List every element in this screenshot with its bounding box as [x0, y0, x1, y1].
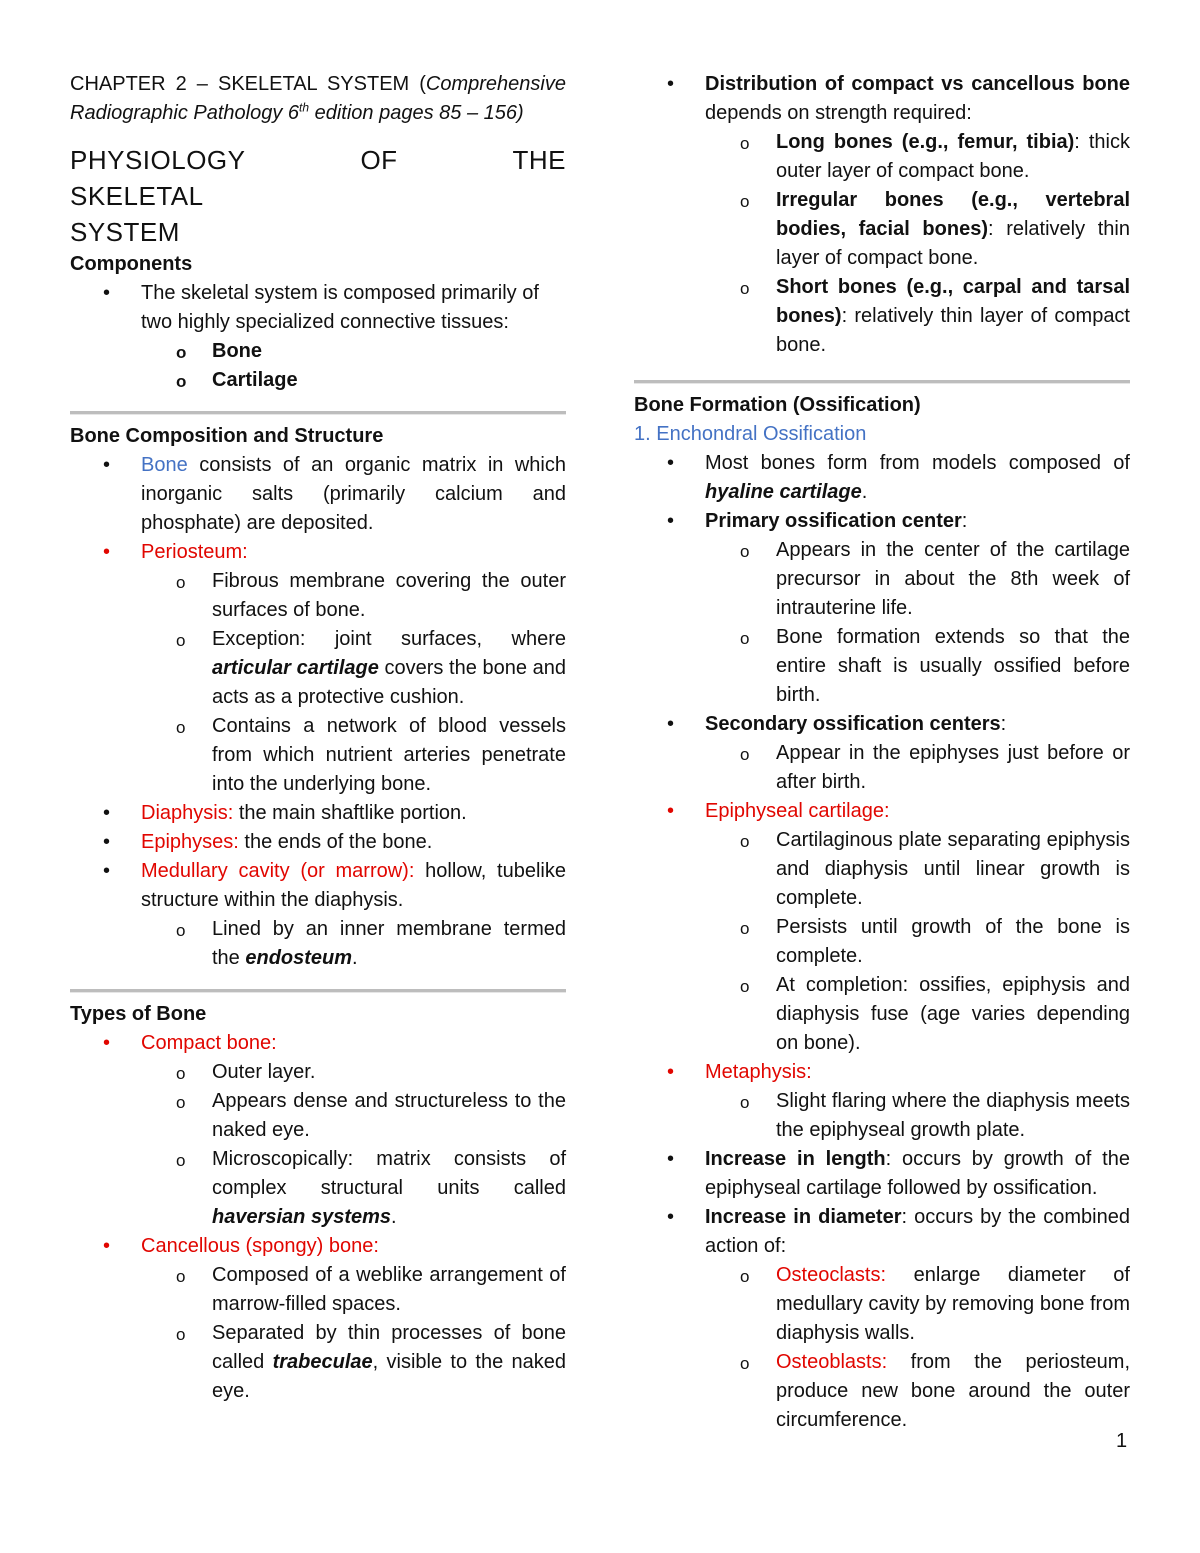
circle-bullet-icon: o	[176, 1093, 186, 1112]
list-item: o Exception: joint surfaces, where articular cartilage covers the bone and acts as a protective cushion.	[176, 628, 567, 708]
circle-bullet-icon: o	[740, 977, 750, 996]
bullet-icon: •	[667, 510, 675, 532]
list-item: o Appear in the epiphyses just before or after birth.	[740, 742, 1130, 793]
page-title: PHYSIOLOGY OF THE SKELETAL SYSTEM	[70, 145, 566, 247]
bullet-icon: •	[103, 860, 111, 882]
bullet-icon: •	[103, 802, 111, 824]
list-item: o Appears in the center of the cartilage precursor in about the 8th week of intrauterine life.	[740, 539, 1130, 619]
subsection-heading-enchondral: 1. Enchondral Ossification	[634, 423, 867, 445]
circle-bullet-icon: o	[176, 343, 187, 362]
list-item: • Medullary cavity (or marrow): hollow, tubelike structure within the diaphysis.	[70, 857, 566, 915]
circle-bullet-icon: o	[740, 192, 750, 211]
list-item: o Cartilage	[70, 366, 566, 395]
circle-bullet-icon: o	[176, 1267, 186, 1286]
list-item: o Separated by thin processes of bone called trabeculae, visible to the naked eye.	[176, 1322, 566, 1402]
list-item: • Cancellous (spongy) bone:	[70, 1232, 566, 1261]
components-list	[70, 279, 566, 395]
circle-bullet-icon: o	[176, 1325, 186, 1344]
bullet-icon: •	[667, 1148, 675, 1170]
list-item: • Epiphyseal cartilage:	[634, 797, 1130, 826]
circle-bullet-icon: o	[176, 718, 186, 737]
list-item: o Bone	[70, 337, 566, 366]
circle-bullet-icon: o	[740, 919, 750, 938]
list-item: • Secondary ossification centers:	[634, 710, 1130, 739]
section-heading-components: Components	[70, 253, 193, 275]
bullet-icon: •	[103, 454, 111, 476]
circle-bullet-icon: o	[740, 542, 750, 561]
divider	[634, 380, 1130, 383]
list-item: • Periosteum:	[70, 538, 566, 567]
list-item: o Irregular bones (e.g., vertebral bodies, facial bones): relatively thin layer of compact bone.	[740, 189, 1130, 269]
bullet-icon: •	[667, 73, 675, 95]
list-item: o Slight flaring where the diaphysis meets the epiphyseal growth plate.	[740, 1090, 1130, 1141]
section-heading-formation: Bone Formation (Ossification)	[634, 394, 921, 416]
page-number: 1	[1116, 1430, 1128, 1452]
list-item: o Microscopically: matrix consists of complex structural units called haversian systems.	[176, 1148, 566, 1228]
bullet-icon: •	[103, 1032, 111, 1054]
right-column	[634, 70, 1130, 1435]
list-item: • Compact bone:	[70, 1029, 566, 1058]
bullet-icon: •	[103, 1235, 111, 1257]
bullet-icon: •	[667, 713, 675, 735]
list-item: o Osteoclasts: enlarge diameter of medullary cavity by removing bone from diaphysis walls.	[740, 1264, 1130, 1344]
bullet-icon: •	[667, 1206, 675, 1228]
list-item: o Bone formation extends so that the entire shaft is usually ossified before birth.	[740, 626, 1130, 706]
circle-bullet-icon: o	[176, 1151, 186, 1170]
left-column	[70, 70, 566, 1406]
circle-bullet-icon: o	[740, 134, 750, 153]
list-item: o Lined by an inner membrane termed the endosteum.	[176, 918, 566, 969]
composition-list	[70, 451, 566, 973]
list-item: • Bone consists of an organic matrix in which inorganic salts (primarily calcium and phosphate) are deposited.	[70, 451, 566, 538]
list-item: • Epiphyses: the ends of the bone.	[70, 828, 566, 857]
list-item: • The skeletal system is composed primarily of two highly specialized connective tissues:	[70, 279, 566, 337]
list-item: o Persists until growth of the bone is complete.	[740, 916, 1130, 967]
circle-bullet-icon: o	[740, 629, 750, 648]
circle-bullet-icon: o	[176, 921, 186, 940]
bullet-icon: •	[103, 282, 111, 304]
circle-bullet-icon: o	[740, 1093, 750, 1112]
circle-bullet-icon: o	[176, 573, 186, 592]
list-item: o Short bones (e.g., carpal and tarsal bones): relatively thin layer of compact bone.	[740, 276, 1130, 356]
types-list	[70, 1029, 566, 1406]
circle-bullet-icon: o	[740, 1354, 750, 1373]
section-heading-composition: Bone Composition and Structure	[70, 425, 384, 447]
circle-bullet-icon: o	[176, 631, 186, 650]
list-item: o Contains a network of blood vessels from which nutrient arteries penetrate into the underlying bone.	[176, 715, 566, 795]
circle-bullet-icon: o	[740, 279, 750, 298]
list-item: o Composed of a weblike arrangement of marrow-filled spaces.	[176, 1264, 566, 1315]
list-item: • Increase in length: occurs by growth of the epiphyseal cartilage followed by ossification.	[634, 1145, 1130, 1203]
list-item: o Outer layer.	[70, 1058, 566, 1087]
list-item: o At completion: ossifies, epiphysis and diaphysis fuse (age varies depending on bone).	[740, 974, 1130, 1054]
circle-bullet-icon: o	[740, 832, 750, 851]
bullet-icon: •	[667, 452, 675, 474]
circle-bullet-icon: o	[176, 1064, 186, 1083]
circle-bullet-icon: o	[176, 372, 187, 391]
list-item: • Distribution of compact vs cancellous bone depends on strength required:	[634, 70, 1130, 128]
section-heading-types: Types of Bone	[70, 1003, 207, 1025]
list-item: • Increase in diameter: occurs by the combined action of:	[634, 1203, 1130, 1261]
bullet-icon: •	[667, 800, 675, 822]
list-item: • Metaphysis:	[634, 1058, 1130, 1087]
divider	[70, 411, 566, 414]
list-item: • Most bones form from models composed of hyaline cartilage.	[634, 449, 1130, 507]
distribution-list	[634, 70, 1130, 360]
bullet-icon: •	[667, 1061, 675, 1083]
chapter-header: CHAPTER 2 – SKELETAL SYSTEM (Comprehensive Radiographic Pathology 6th edition pages 85 – 156)	[70, 73, 566, 124]
list-item: o Fibrous membrane covering the outer surfaces of bone.	[176, 570, 566, 621]
list-item: o Long bones (e.g., femur, tibia): thick outer layer of compact bone.	[740, 131, 1130, 182]
list-item: o Cartilaginous plate separating epiphysis and diaphysis until linear growth is complete.	[740, 829, 1130, 909]
list-item: • Diaphysis: the main shaftlike portion.	[70, 799, 566, 828]
list-item: o Appears dense and structureless to the naked eye.	[176, 1090, 566, 1141]
list-item: • Primary ossification center:	[634, 507, 1130, 536]
divider	[70, 989, 566, 992]
bullet-icon: •	[103, 831, 111, 853]
formation-list	[634, 449, 1130, 1435]
list-item: o Osteoblasts: from the periosteum, produce new bone around the outer circumference.	[740, 1351, 1130, 1431]
bullet-icon: •	[103, 541, 111, 563]
circle-bullet-icon: o	[740, 1267, 750, 1286]
circle-bullet-icon: o	[740, 745, 750, 764]
